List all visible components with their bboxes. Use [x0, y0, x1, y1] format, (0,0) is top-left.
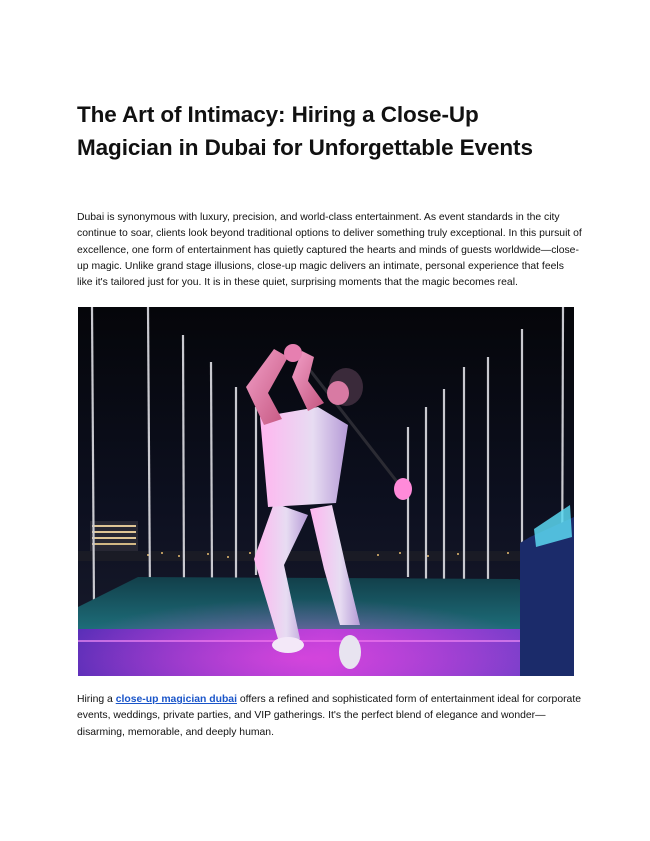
- body-paragraph: [77, 692, 582, 741]
- intro-paragraph: Dubai is synonymous with luxury, precision, and world-class entertainment. As event standards in the city continue to soar, clients look beyond traditional options to deliver something truly exceptional. In this pursuit of excellence, one form of entertainment has quietly captured the hearts and minds of guests worldwide—close-up magic. Unlike grand stage illusions, close-up magic delivers an intimate, personal experience that feels like it's tailored just for you. It is in these quiet, surprising moments that the magic becomes real.: [77, 212, 582, 289]
- golfer-photo: [78, 307, 574, 676]
- body-text-after: offers a refined and sophisticated form of entertainment ideal for corporate events, weddings, private parties, and VIP gatherings. It's the perfect blend of elegance and wonder—disarming, memorable, and deeply human.: [77, 694, 582, 738]
- article-title: The Art of Intimacy: Hiring a Close-Up Magician in Dubai for Unforgettable Events: [77, 102, 533, 160]
- body-text-before: Hiring a: [77, 694, 116, 705]
- magician-link[interactable]: close-up magician dubai: [115, 694, 237, 705]
